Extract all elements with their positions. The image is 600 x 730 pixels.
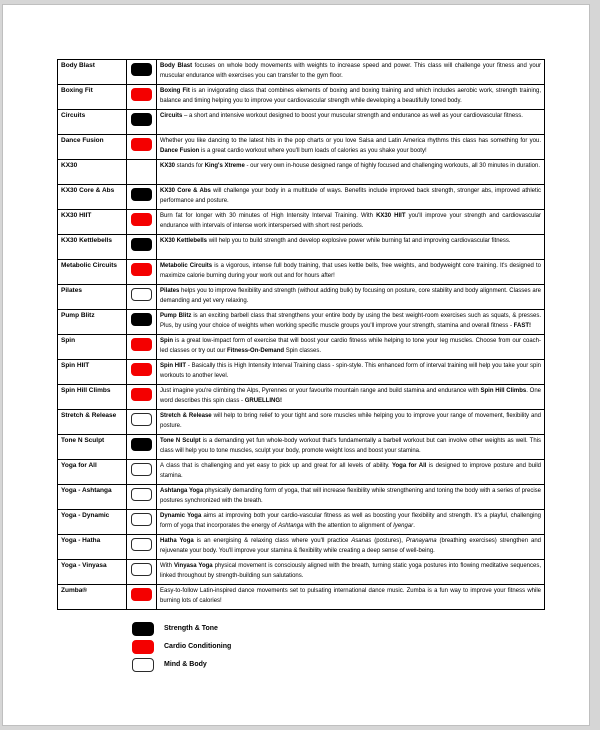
table-row <box>58 410 545 435</box>
table-row <box>58 560 545 585</box>
class-table-body <box>58 60 545 610</box>
cardio-conditioning-swatch <box>131 338 152 351</box>
class-name: Yoga for All <box>58 460 127 485</box>
category-cell <box>127 335 157 360</box>
table-row <box>58 160 545 185</box>
mind-body-legend-swatch <box>132 658 154 672</box>
class-description: KX30 Core & Abs will challenge your body in a multitude of ways. Benefits include improved back strength, stronger abs, improved athletic performance and posture. <box>157 185 545 210</box>
category-legend <box>132 622 231 676</box>
table-row <box>58 185 545 210</box>
class-description: Tone N Sculpt is a demanding yet fun whole-body workout that's fundamentally a barbell workout but can involve other weights as well. This class will help you to tone muscles, sculpt your body, promote weight loss and boost your stamina. <box>157 435 545 460</box>
mind-body-swatch <box>131 488 152 501</box>
table-row <box>58 510 545 535</box>
table-row <box>58 210 545 235</box>
category-cell <box>127 235 157 260</box>
class-name: Yoga - Vinyasa <box>58 560 127 585</box>
class-description: Dynamic Yoga aims at improving both your cardio-vascular fitness as well as boosting your flexibility and strength. It's a playful, challenging form of yoga that incorporates the energy of Ashtanga with the attention to alignment of Iyengar. <box>157 510 545 535</box>
strength-tone-swatch <box>131 313 152 326</box>
table-row <box>58 535 545 560</box>
category-cell <box>127 360 157 385</box>
mind-body-swatch <box>131 538 152 551</box>
mind-body-swatch <box>131 463 152 476</box>
table-row <box>58 585 545 610</box>
class-description: Spin HIIT - Basically this is High Intensity Interval Training class - spin-style. This enhanced form of interval training will help you take your spin workouts to another level. <box>157 360 545 385</box>
strength-tone-swatch <box>131 238 152 251</box>
table-row <box>58 310 545 335</box>
cardio-conditioning-swatch <box>131 88 152 101</box>
category-cell <box>127 460 157 485</box>
category-cell <box>127 210 157 235</box>
class-name: Dance Fusion <box>58 135 127 160</box>
strength-tone-legend-swatch <box>132 622 154 636</box>
table-row <box>58 435 545 460</box>
class-description: Circuits – a short and intensive workout designed to boost your muscular strength and endurance as well as your cardiovascular fitness. <box>157 110 545 135</box>
mind-body-swatch <box>131 563 152 576</box>
category-cell <box>127 535 157 560</box>
strength-tone-swatch <box>131 63 152 76</box>
class-description: Body Blast focuses on whole body movements with weights to increase speed and power. This class will challenge your fitness and your muscular endurance with exercises you can transfer to the gym floor. <box>157 60 545 85</box>
class-name: Spin HIIT <box>58 360 127 385</box>
category-cell <box>127 285 157 310</box>
table-row <box>58 85 545 110</box>
category-cell <box>127 410 157 435</box>
table-row <box>58 335 545 360</box>
category-cell <box>127 585 157 610</box>
class-description: Burn fat for longer with 30 minutes of High Intensity Interval Training. With KX30 HIIT you'll improve your strength and cardiovascular endurance with intervals of intense work interspersed with short rest periods. <box>157 210 545 235</box>
class-name: Body Blast <box>58 60 127 85</box>
strength-tone-swatch <box>131 113 152 126</box>
table-row <box>58 135 545 160</box>
class-description: Hatha Yoga is an energising & relaxing class where you'll practice Asanas (postures), Pranayama (breathing exercises) strengthen and rejuvenate your body. You'll improve your stamina & flexibility while creating a deep sense of well-being. <box>157 535 545 560</box>
category-cell <box>127 110 157 135</box>
class-description: Stretch & Release will help to bring relief to your tight and sore muscles while helping you to improve your range of movement, flexibility and posture. <box>157 410 545 435</box>
cardio-conditioning-swatch <box>131 363 152 376</box>
strength-tone-swatch <box>131 438 152 451</box>
class-name: Pilates <box>58 285 127 310</box>
table-row <box>58 460 545 485</box>
legend-item <box>132 622 231 636</box>
cardio-conditioning-swatch <box>131 388 152 401</box>
class-name: KX30 HIIT <box>58 210 127 235</box>
class-description: With Vinyasa Yoga physical movement is consciously aligned with the breath, turning static yoga postures into flowing meditative sequences, linked throughout by strength-building sun salutations. <box>157 560 545 585</box>
class-name: KX30 Core & Abs <box>58 185 127 210</box>
table-row <box>58 60 545 85</box>
table-row <box>58 260 545 285</box>
class-name: Boxing Fit <box>58 85 127 110</box>
mind-body-swatch <box>131 288 152 301</box>
mind-body-swatch <box>131 513 152 526</box>
class-name: Pump Blitz <box>58 310 127 335</box>
class-name: Metabolic Circuits <box>58 260 127 285</box>
class-description: Easy-to-follow Latin-inspired dance movements set to pulsating international dance music. Zumba is a fun way to improve your fitness while burning lots of calories! <box>157 585 545 610</box>
mind-body-swatch <box>131 413 152 426</box>
category-cell <box>127 560 157 585</box>
category-cell <box>127 160 157 185</box>
category-cell <box>127 435 157 460</box>
table-row <box>58 285 545 310</box>
class-description: Ashtanga Yoga physically demanding form of yoga, that will increase flexibility while strengthening and toning the body with a series of precise postures synchronized with the breath. <box>157 485 545 510</box>
legend-label: Mind & Body <box>164 661 207 668</box>
category-cell <box>127 185 157 210</box>
class-description: Just imagine you're climbing the Alps, Pyrennes or your favourite mountain range and build stamina and endurance with Spin Hill Climbs. One word describes this spin class - GRUELLING! <box>157 385 545 410</box>
table-row <box>58 385 545 410</box>
cardio-conditioning-swatch <box>131 263 152 276</box>
class-name: Yoga - Ashtanga <box>58 485 127 510</box>
legend-label: Strength & Tone <box>164 625 218 632</box>
category-cell <box>127 260 157 285</box>
class-description: KX30 stands for King's Xtreme - our very own in-house designed range of highly focused and challenging workouts, all 30 minutes in duration. <box>157 160 545 185</box>
fitness-class-table <box>57 59 545 610</box>
class-description: Metabolic Circuits is a vigorous, intense full body training, that uses kettle bells, free weights, and bodyweight core training. It's designed to maximize calorie burning during your work out and for hours after! <box>157 260 545 285</box>
legend-label: Cardio Conditioning <box>164 643 232 650</box>
strength-tone-swatch <box>131 188 152 201</box>
class-name: Zumba® <box>58 585 127 610</box>
class-name: Stretch & Release <box>58 410 127 435</box>
class-description: Pilates helps you to improve flexibility and strength (without adding bulk) by focusing on posture, core stability and body alignment. Classes are demanding and yet very relaxing. <box>157 285 545 310</box>
table-row <box>58 360 545 385</box>
category-cell <box>127 135 157 160</box>
class-description: Spin is a great low-impact form of exercise that will boost your cardio fitness while helping to tone your leg muscles. Choose from our coach-led classes or try out our Fitness-On-Demand Spin classes. <box>157 335 545 360</box>
document-page <box>2 4 590 726</box>
class-name: Spin Hill Climbs <box>58 385 127 410</box>
table-row <box>58 110 545 135</box>
class-name: Yoga - Dynamic <box>58 510 127 535</box>
category-cell <box>127 510 157 535</box>
class-name: KX30 Kettlebells <box>58 235 127 260</box>
class-name: Tone N Sculpt <box>58 435 127 460</box>
legend-item <box>132 658 231 672</box>
class-description: KX30 Kettlebells will help you to build strength and develop explosive power while burning fat and improving cardiovascular fitness. <box>157 235 545 260</box>
class-name: KX30 <box>58 160 127 185</box>
table-row <box>58 485 545 510</box>
legend-item <box>132 640 231 654</box>
cardio-conditioning-legend-swatch <box>132 640 154 654</box>
class-name: Spin <box>58 335 127 360</box>
class-description: Pump Blitz is an exciting barbell class that strengthens your entire body by using the best weight-room exercises such as squats, & presses. Plus, by using your choice of weights when working specific muscle groups you'll improve your strength, stamina and overall fitness - FAST! <box>157 310 545 335</box>
class-name: Circuits <box>58 110 127 135</box>
class-description: A class that is challenging and yet easy to pick up and great for all levels of ability. Yoga for All is designed to improve posture and build stamina. <box>157 460 545 485</box>
cardio-conditioning-swatch <box>131 138 152 151</box>
class-description: Boxing Fit is an invigorating class that combines elements of boxing and boxing training and which includes aerobic work, strength training, balance and timing helping you to improve your cardiovascular strength while developing a beautifully toned body. <box>157 85 545 110</box>
category-cell <box>127 485 157 510</box>
class-description: Whether you like dancing to the latest hits in the pop charts or you love Salsa and Latin America rhythms this class has something for you. Dance Fusion is a great cardio workout where you'll burn loads of calories as you shake your booty! <box>157 135 545 160</box>
category-cell <box>127 60 157 85</box>
table-row <box>58 235 545 260</box>
category-cell <box>127 85 157 110</box>
category-cell <box>127 385 157 410</box>
cardio-conditioning-swatch <box>131 588 152 601</box>
cardio-conditioning-swatch <box>131 213 152 226</box>
category-cell <box>127 310 157 335</box>
class-name: Yoga - Hatha <box>58 535 127 560</box>
